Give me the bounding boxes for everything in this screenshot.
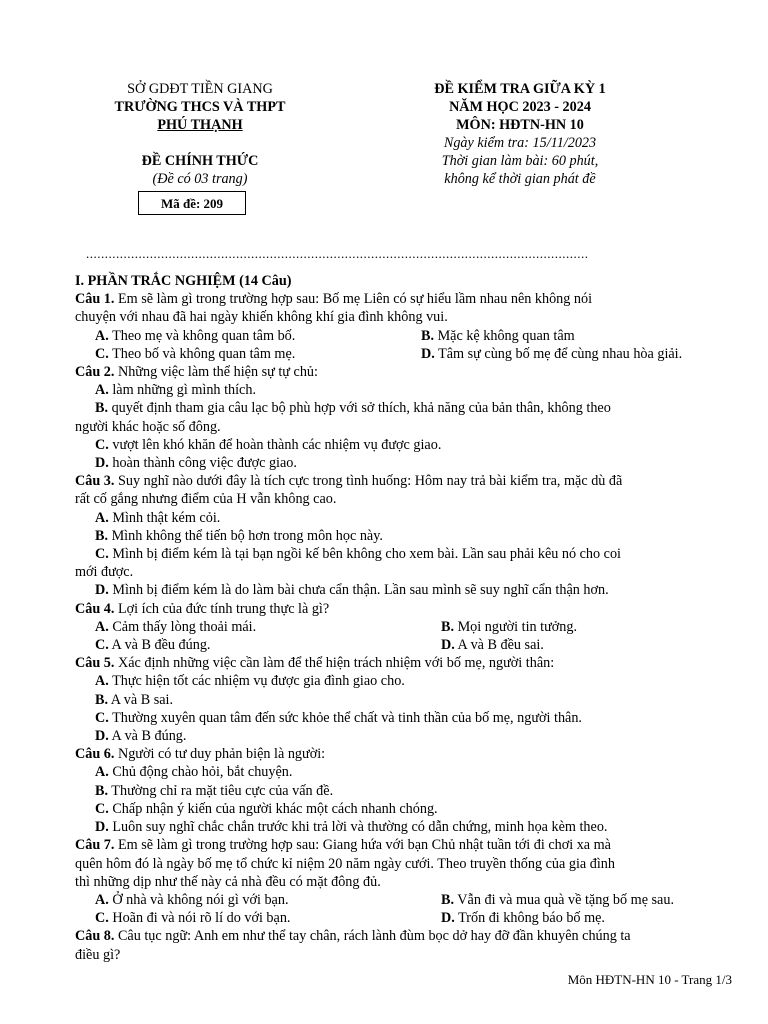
- question-7: [75, 836, 735, 927]
- separator-line: ......................................................................................................................................: [86, 246, 589, 261]
- option-b: B. Mọi người tin tưởng.: [441, 618, 578, 635]
- option-a: A. Cảm thấy lòng thoải mái.: [95, 618, 257, 635]
- option-d: D. A và B đều sai.: [441, 637, 544, 654]
- question-3: [75, 472, 735, 599]
- question-5: [75, 654, 735, 745]
- question-text: Suy nghĩ nào dưới đây là tích cực trong tình huống: Hôm nay trả bài kiểm tra, mặc dù đã: [114, 473, 623, 490]
- option-b: B. Thường chỉ ra mặt tiêu cực của vấn đề.: [95, 782, 334, 799]
- option-c: C. Chấp nhận ý kiến của người khác một cách nhanh chóng.: [95, 800, 438, 817]
- option-d: D. A và B đúng.: [95, 728, 187, 745]
- subject: MÔN: HĐTN-HN 10: [456, 117, 584, 133]
- school-name: TRƯỜNG THCS VÀ THPT: [114, 99, 286, 115]
- duration-line2: không kể thời gian phát đề: [444, 171, 596, 187]
- question-8: [75, 927, 735, 963]
- option-d: D. Tâm sự cùng bố mẹ để cùng nhau hòa giải.: [421, 345, 683, 362]
- duration-line1: Thời gian làm bài: 60 phút,: [441, 153, 599, 169]
- exam-code-box: Mã đề: 209: [138, 191, 246, 215]
- question-label: Câu 6.: [75, 746, 115, 763]
- question-6: [75, 745, 735, 836]
- official-label: ĐỀ CHÍNH THỨC: [141, 153, 259, 169]
- option-d: D. Mình bị điểm kém là do làm bài chưa cẩn thận. Lần sau mình sẽ suy nghĩ cẩn thận hơn.: [95, 582, 609, 599]
- question-label: Câu 4.: [75, 600, 115, 617]
- exam-title: ĐỀ KIỂM TRA GIỮA KỲ 1: [434, 81, 606, 97]
- option-b: B. Mặc kệ không quan tâm: [421, 327, 575, 344]
- header-right: [370, 80, 670, 188]
- option-c: C. Mình bị điểm kém là tại bạn ngồi kế bên không cho xem bài. Lần sau phải kêu nó cho coi: [95, 546, 622, 563]
- question-text: Em sẽ làm gì trong trường hợp sau: Bố mẹ Liên có sự hiểu lầm nhau nên không nói: [114, 291, 593, 308]
- question-1: [75, 290, 735, 363]
- question-text: quên hôm đó là ngày bố mẹ tổ chức kỉ niệm 20 năm ngày cưới. Theo truyền thống của gia đình: [75, 855, 615, 872]
- question-text: Những việc làm thể hiện sự tự chủ:: [114, 364, 318, 381]
- question-text: Xác định những việc cần làm để thể hiện trách nhiệm với bố mẹ, người thân:: [114, 655, 555, 672]
- question-text: Em sẽ làm gì trong trường hợp sau: Giang hứa với bạn Chủ nhật tuần tới đi chơi xa mà: [114, 837, 611, 854]
- option-c: C. Theo bố và không quan tâm mẹ.: [95, 345, 296, 362]
- question-text: Câu tục ngữ: Anh em như thể tay chân, rách lành đùm bọc dở hay đỡ đần khuyên chúng ta: [114, 928, 631, 945]
- option-b: B. A và B sai.: [95, 691, 174, 708]
- option-b: B. Vẫn đi và mua quà về tặng bố mẹ sau.: [441, 891, 674, 908]
- option-a: A. Ở nhà và không nói gì với bạn.: [95, 891, 289, 908]
- exam-date: Ngày kiểm tra: 15/11/2023: [443, 135, 597, 151]
- option-a: A. Chủ động chào hỏi, bắt chuyện.: [95, 764, 293, 781]
- option-a: A. Mình thật kém cỏi.: [95, 509, 221, 526]
- question-text: điều gì?: [75, 946, 121, 963]
- question-text: chuyện với nhau đã hai ngày khiến không khí gia đình không vui.: [75, 309, 448, 326]
- question-text: Người có tư duy phản biện là người:: [114, 746, 326, 763]
- option-b: B. Mình không thể tiến bộ hơn trong môn học này.: [95, 527, 383, 544]
- option-c: C. Thường xuyên quan tâm đến sức khỏe thể chất và tinh thần của bố mẹ, người thân.: [95, 709, 582, 726]
- question-label: Câu 3.: [75, 473, 115, 490]
- option-b-continued: người khác hoặc số đông.: [75, 418, 221, 435]
- question-text: rất cố gắng nhưng điểm của H vẫn không cao.: [75, 491, 337, 508]
- question-4: [75, 600, 735, 655]
- option-c: C. vượt lên khó khăn để hoàn thành các nhiệm vụ được giao.: [95, 436, 442, 453]
- header-left: [80, 80, 320, 188]
- option-b: B. quyết định tham gia câu lạc bộ phù hợp với sở thích, khả năng của bản thân, không theo: [95, 400, 611, 417]
- question-label: Câu 1.: [75, 291, 115, 308]
- option-d: D. hoàn thành công việc được giao.: [95, 455, 297, 472]
- question-label: Câu 5.: [75, 655, 115, 672]
- question-label: Câu 2.: [75, 364, 115, 381]
- option-d: D. Trốn đi không báo bố mẹ.: [441, 910, 605, 927]
- question-2: [75, 363, 735, 472]
- question-label: Câu 7.: [75, 837, 115, 854]
- option-c-continued: mới được.: [75, 564, 134, 581]
- option-c: C. A và B đều đúng.: [95, 637, 211, 654]
- option-a: A. làm những gì mình thích.: [95, 382, 256, 399]
- department-name: SỞ GDĐT TIỀN GIANG: [127, 81, 273, 97]
- school-year: NĂM HỌC 2023 - 2024: [449, 99, 591, 115]
- exam-body: [75, 272, 735, 964]
- option-a: A. Thực hiện tốt các nhiệm vụ được gia đình giao cho.: [95, 673, 405, 690]
- section-title: I. PHẦN TRẮC NGHIỆM (14 Câu): [75, 273, 292, 289]
- option-c: C. Hoãn đi và nói rõ lí do với bạn.: [95, 910, 291, 927]
- option-a: A. Theo mẹ và không quan tâm bố.: [95, 327, 296, 344]
- question-text: thì những dịp như thế này cả nhà đều có mặt đông đủ.: [75, 873, 381, 890]
- question-text: Lợi ích của đức tính trung thực là gì?: [114, 600, 330, 617]
- page-footer: Môn HĐTN-HN 10 - Trang 1/3: [567, 972, 732, 987]
- question-label: Câu 8.: [75, 928, 115, 945]
- pages-note: (Đề có 03 trang): [152, 171, 248, 187]
- school-name-line2: PHÚ THẠNH: [157, 117, 243, 133]
- option-d: D. Luôn suy nghĩ chắc chắn trước khi trả lời và thường có dẫn chứng, minh họa kèm theo.: [95, 819, 608, 836]
